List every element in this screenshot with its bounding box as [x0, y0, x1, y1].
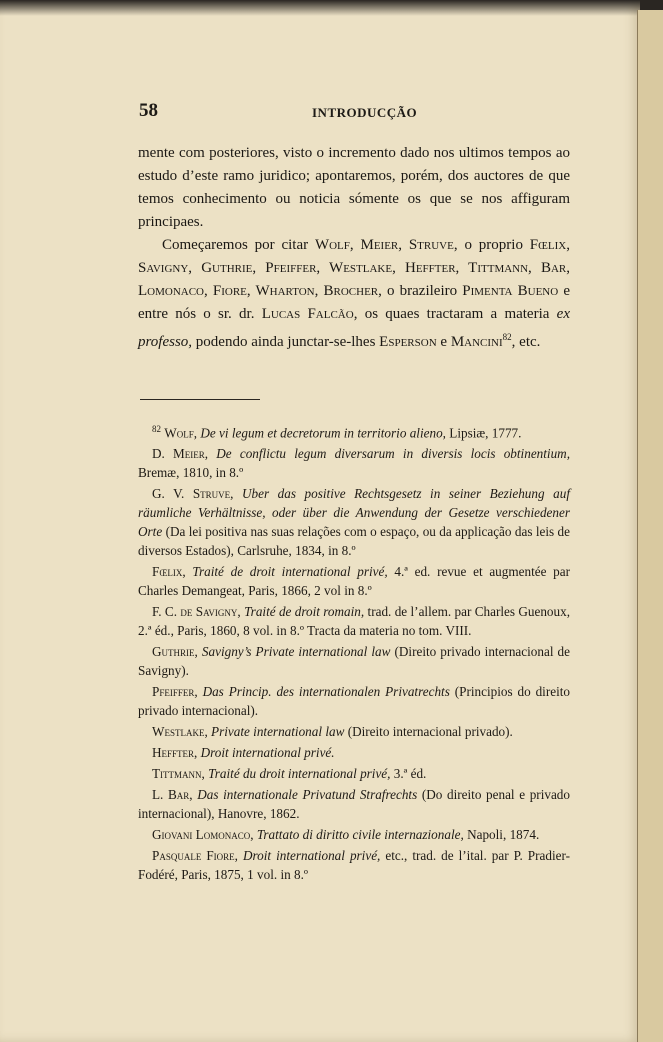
author: Pfeiffer, — [152, 684, 198, 700]
footnote — [138, 743, 570, 762]
footnote — [138, 642, 570, 680]
footnotes — [138, 420, 570, 886]
details: (Direito privado internacional de Savigny). — [138, 644, 571, 679]
author: Heffter, — [152, 745, 198, 761]
details: Bremæ, 1810, in 8.º — [138, 465, 244, 481]
title: Das Princip. des internationalen Privatrechts — [202, 684, 450, 700]
author-names: Lucas Falcão, — [261, 306, 358, 322]
details: (Da lei positiva nas suas relações com o espaço, ou da applicação das leis de diversos Estados), Carlsruhe, 1834, in 8.º — [138, 524, 570, 559]
details: etc., trad. de l’ital. par P. Pradier-Fodéré, Paris, 1875, 1 vol. in 8.º — [138, 848, 570, 883]
author: L. Bar, — [152, 787, 193, 803]
text-run: podendo ainda junctar-se-lhes — [192, 334, 380, 350]
title: Das internationale Privatund Strafrechts — [197, 787, 418, 803]
author: Wolf, — [164, 425, 198, 441]
details: 4.ª ed. revue et augmentée par Charles Demangeat, Paris, 1866, 2 vol in 8.º — [138, 564, 570, 599]
title: Uber das positive Rechtsgesetz in seiner Beziehung auf räumliche Verhältnisse, oder über die Anwendung der Gesetze verschiedener Orte — [138, 486, 570, 540]
author-names: Fœlix, Savigny, Guthrie, Pfeiffer, Westlake, Heffter, Tittmann, Bar, Lomonaco, Fiore, Wharton, Brocher, — [138, 237, 570, 299]
details: Napoli, 1874. — [463, 827, 540, 843]
footnote — [138, 682, 570, 720]
footnote-ref: 82 — [502, 332, 512, 342]
paragraph-1: mente com posteriores, visto o incremento dado nos ultimos tempos ao estudo d’este ramo juridico; apontaremos, porém, dos auctores de que temos conhecimento ou noticia sómente os que se nos affiguram principaes. — [138, 145, 570, 230]
footnote — [138, 420, 570, 442]
footnote-number: 82 — [152, 424, 161, 434]
author: G. V. Struve, — [152, 486, 234, 502]
text-run: o brazileiro — [381, 283, 463, 299]
footnote-rule — [140, 399, 260, 400]
text-run: e — [436, 334, 451, 350]
page-number: 58 — [139, 100, 158, 121]
author: Westlake, — [152, 724, 208, 740]
footnote — [138, 484, 570, 560]
text-run: , etc. — [511, 334, 541, 350]
title: Trattato di diritto civile internazionale, — [256, 827, 464, 843]
author: Tittmann, — [152, 766, 205, 782]
text-run: Começaremos por citar — [162, 237, 315, 253]
author-names: Esperson — [379, 334, 437, 350]
details: 3.ª éd. — [390, 766, 427, 782]
details: trad. de l’allem. par Charles Guenoux, 2.ª éd., Paris, 1860, 8 vol. in 8.º Tracta da materia no tom. VIII. — [138, 604, 570, 639]
title: Droit international privé, — [242, 848, 381, 864]
footnote — [138, 785, 570, 823]
title: Savigny’s Private international law — [201, 644, 391, 660]
title: Private international law — [211, 724, 345, 740]
title: Traité de droit romain, — [244, 604, 365, 620]
author: Pasquale Fiore, — [152, 848, 238, 864]
details: Lipsiæ, 1777. — [445, 425, 522, 441]
footnote — [138, 562, 570, 600]
running-header — [0, 96, 640, 126]
author-names: Wolf, Meier, Struve, — [314, 237, 458, 253]
title: De vi legum et decretorum in territorio alieno, — [200, 425, 446, 441]
title: Droit international privé. — [200, 745, 335, 761]
author-names: Pimenta Bueno — [462, 283, 559, 299]
footnote — [138, 722, 570, 741]
title: De conflictu legum diversarum in diversis locis obtinentium, — [216, 446, 571, 462]
details: (Do direito penal e privado internacional), Hanovre, 1862. — [138, 787, 570, 822]
main-text — [138, 142, 570, 354]
text-run: os quaes tractaram a materia — [357, 306, 557, 322]
footnote — [138, 825, 570, 844]
page-shadow — [0, 0, 640, 16]
text-run: e entre nós o sr. dr. — [138, 283, 570, 322]
running-title: INTRODUCÇÃO — [312, 105, 418, 120]
footnote — [138, 602, 570, 640]
details: (Principios do direito privado internacional). — [138, 684, 571, 719]
author: Fœlix, — [152, 564, 186, 580]
author: Guthrie, — [152, 644, 198, 660]
footnote — [138, 444, 570, 482]
footnote — [138, 846, 570, 884]
author: Giovani Lomonaco, — [152, 827, 254, 843]
italic-phrase: ex professo, — [138, 306, 570, 350]
details: (Direito internacional privado). — [344, 724, 513, 740]
footnote — [138, 764, 570, 783]
title: Traité du droit international privé, — [208, 766, 391, 782]
paragraph-2 — [138, 234, 570, 354]
adjacent-page-edge — [637, 10, 663, 1042]
author: D. Meier, — [152, 446, 209, 462]
author: F. C. de Savigny, — [152, 604, 241, 620]
title: Traité de droit international privé, — [192, 564, 388, 580]
author-names: Mancini — [450, 334, 503, 350]
text-run: o proprio — [457, 237, 530, 253]
